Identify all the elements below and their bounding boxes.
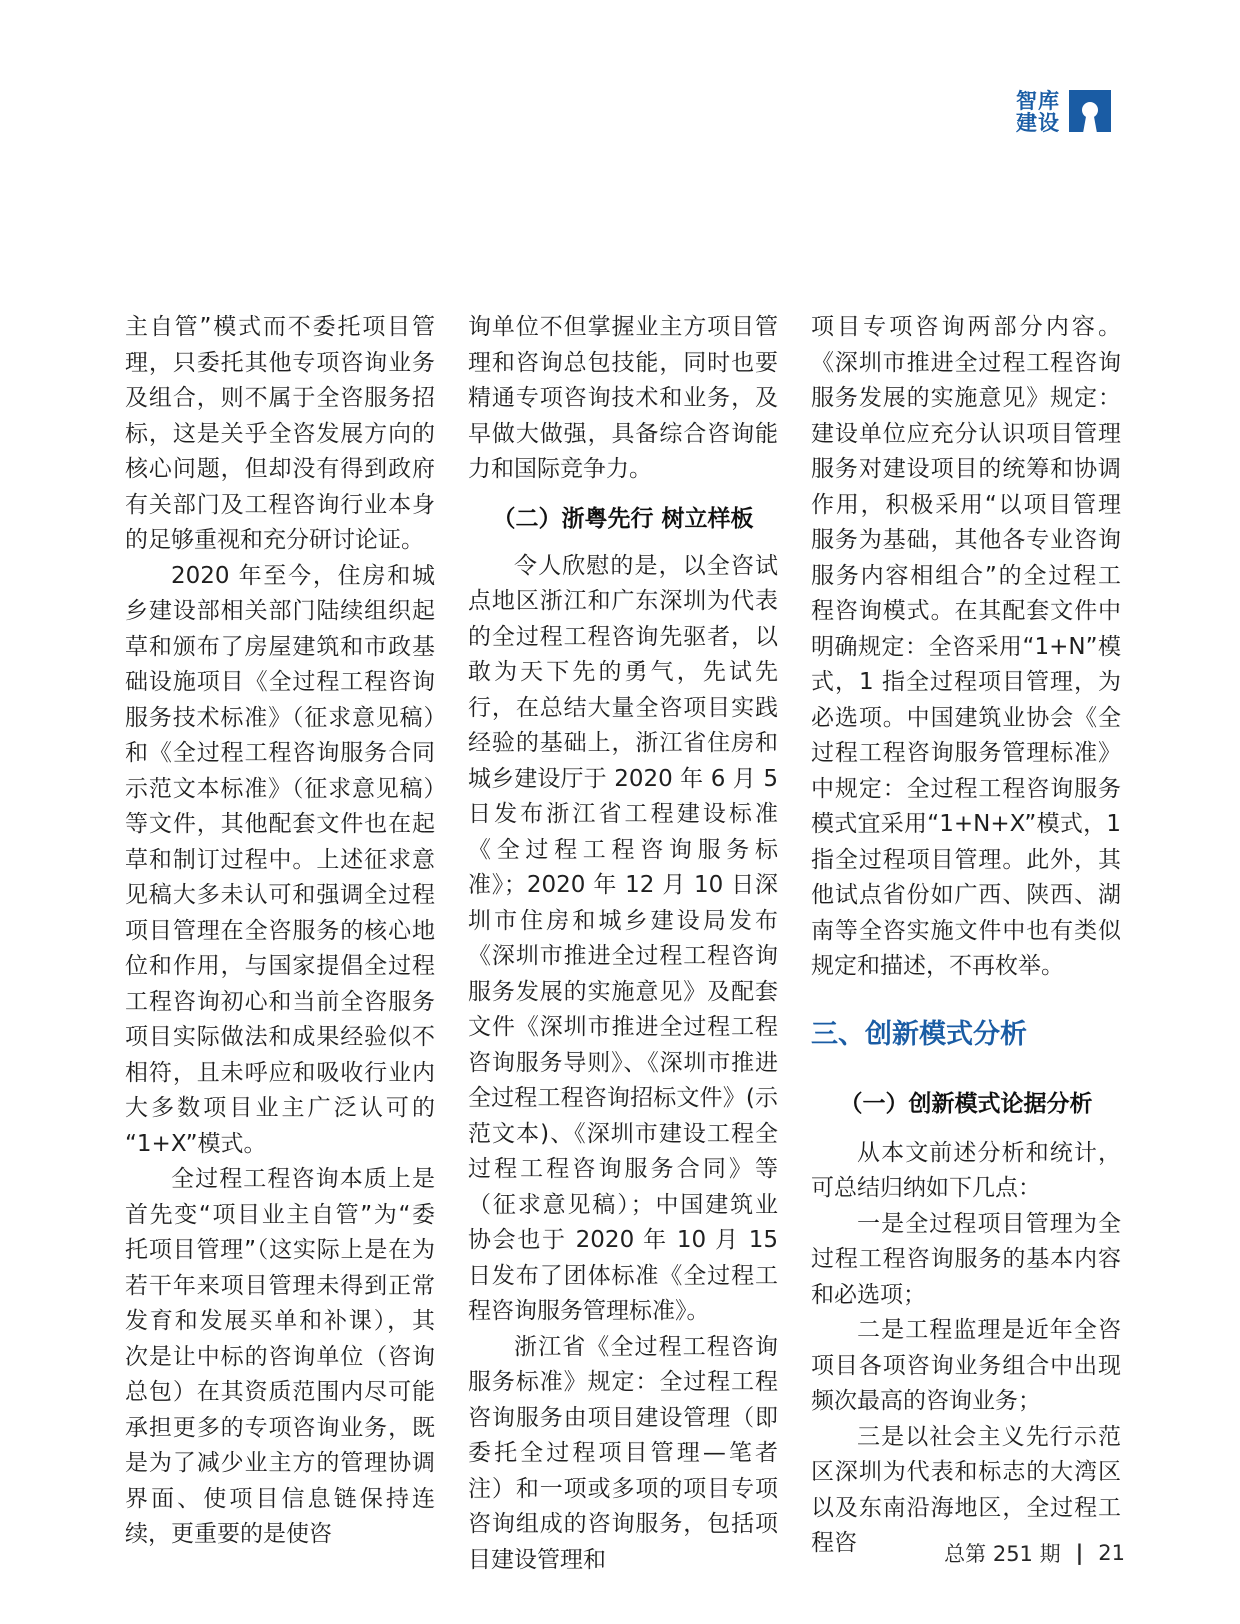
paragraph: 三是以社会主义先行示范区深圳为代表和标志的大湾区以及东南沿海地区，全过程工程咨 [811, 1423, 1121, 1556]
logo-text [1016, 90, 1060, 134]
keyhole-icon [1069, 90, 1111, 132]
paragraph: 询单位不但掌握业主方项目管理和咨询总包技能，同时也要精通专项咨询技术和业务，及早做大做强，具备综合咨询能力和国际竞争力。 [468, 314, 778, 482]
section-heading-innovation: 三、创新模式分析 [811, 1018, 1027, 1050]
footer-separator: | [1075, 1541, 1084, 1565]
article-body [125, 310, 1121, 1578]
text-column-2 [468, 310, 778, 1578]
paragraph: 2020 年至今，住房和城乡建设部相关部门陆续组织起草和颁布了房屋建筑和市政基础设施项目《全过程工程咨询服务技术标准》（征求意见稿）和《全过程工程咨询服务合同示范文本标准》（征求意见稿）等文件，其他配套文件也在起草和制订过程中。上述征求意见稿大多未认可和强调全过程项目管理在全咨服务的核心地位和作用，与国家提倡全过程工程咨询初心和当前全咨服务项目实际做法和成果经验似不相符，且未呼应和吸收行业内大多数项目业主广泛认可的“1+X”模式。 [125, 562, 435, 1157]
paragraph: 二是工程监理是近年全咨项目各项咨询业务组合中出现频次最高的咨询业务； [811, 1317, 1121, 1414]
journal-logo [1016, 90, 1111, 134]
paragraph: 浙江省《全过程工程咨询服务标准》规定：全过程工程咨询服务由项目建设管理（即委托全过程项目管理—笔者注）和一项或多项的项目专项咨询组成的咨询服务，包括项目建设管理和 [468, 1333, 778, 1573]
paragraph: 令人欣慰的是，以全咨试点地区浙江和广东深圳为代表的全过程工程咨询先驱者，以敢为天下先的勇气，先试先行，在总结大量全咨项目实践经验的基础上，浙江省住房和城乡建设厅于 2020 年 6 月 5 日发布浙江省工程建设标准《全过程工程咨询服务标准》；2020 年 12 月 10 日深圳市住房和城乡建设局发布《深圳市推进全过程工程咨询服务发展的实施意见》及配套文件《深圳市推进全过程工程咨询服务导则》、《深圳市推进全过程工程咨询招标文件》(示范文本)、《深圳市建设工程全过程工程咨询服务合同》等（征求意见稿）；中国建筑业协会也于 2020 年 10 月 15 日发布了团体标准《全过程工程咨询服务管理标准》。 [468, 552, 778, 1324]
paragraph: 项目专项咨询两部分内容。《深圳市推进全过程工程咨询服务发展的实施意见》规定：建设单位应充分认识项目管理服务对建设项目的统筹和协调作用，积极采用“以项目管理服务为基础，其他各专业咨询服务内容相组合”的全过程工程咨询模式。在其配套文件中明确规定：全咨采用“1+N”模式，1 指全过程项目管理，为必选项。中国建筑业协会《全过程工程咨询服务管理标准》中规定：全过程工程咨询服务模式宜采用“1+N+X”模式，1 指全过程项目管理。此外，其他试点省份如广西、陕西、湖南等全咨实施文件中也有类似规定和描述，不再枚举。 [811, 314, 1121, 979]
paragraph: 全过程工程咨询本质上是首先变“项目业主自管”为“委托项目管理”（这实际上是在为若干年来项目管理未得到正常发育和发展买单和补课），其次是让中标的咨询单位（咨询总包）在其资质范围内尽可能承担更多的专项咨询业务，既是为了减少业主方的管理协调界面、使项目信息链保持连续，更重要的是使咨 [125, 1166, 435, 1547]
subsection-heading-zheyue: （二）浙粤先行 树立样板 [492, 505, 754, 532]
paragraph: 从本文前述分析和统计，可总结归纳如下几点： [811, 1139, 1121, 1201]
logo-text-line1: 智库 [1016, 89, 1060, 113]
logo-text-line2: 建设 [1016, 111, 1060, 135]
paragraph: 主自管”模式而不委托项目管理，只委托其他专项咨询业务及组合，则不属于全咨服务招标，这是关乎全咨发展方向的核心问题，但却没有得到政府有关部门及工程咨询行业本身的足够重视和充分研讨论证。 [125, 314, 435, 553]
text-column-1 [125, 310, 435, 1578]
text-column-3 [811, 310, 1121, 1578]
subsection-heading-analysis: （一）创新模式论据分析 [839, 1090, 1093, 1117]
page-number: 21 [1098, 1541, 1125, 1565]
paragraph: 一是全过程项目管理为全过程工程咨询服务的基本内容和必选项； [811, 1210, 1121, 1308]
page-footer [944, 1538, 1125, 1568]
issue-label: 总第 251 期 [944, 1542, 1061, 1566]
